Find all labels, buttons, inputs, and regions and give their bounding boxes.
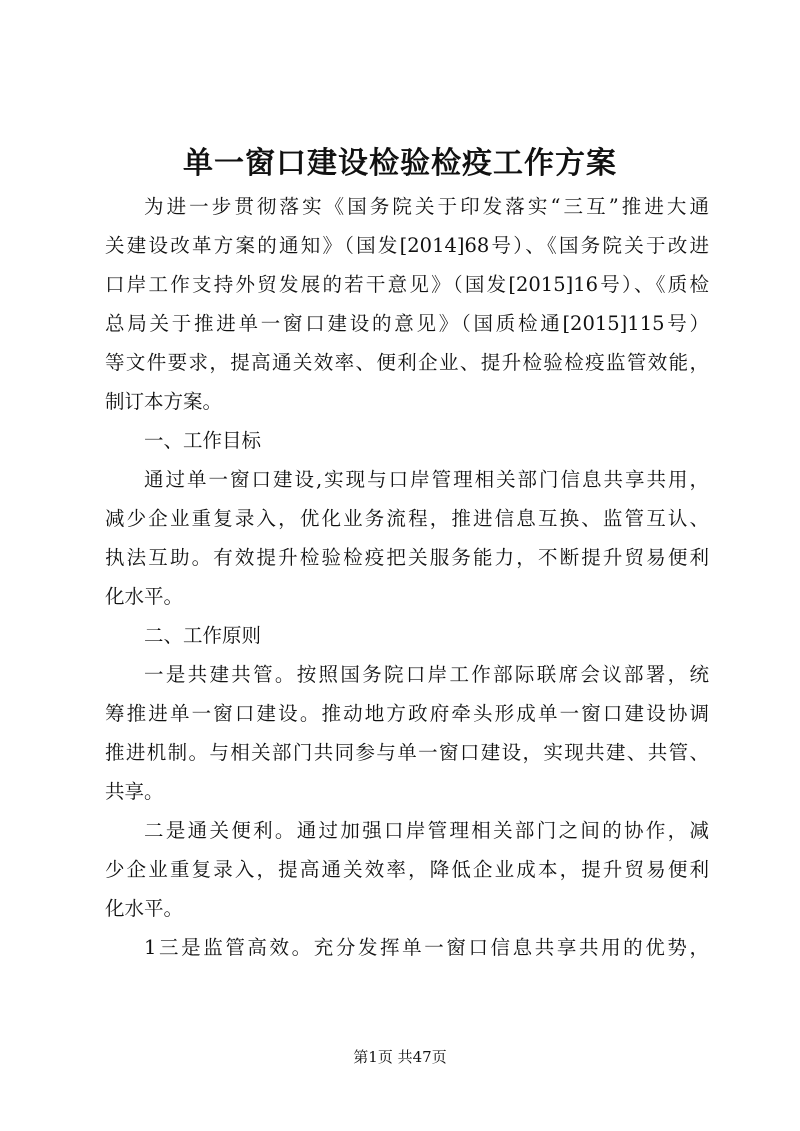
paragraph-line: 制订本方案。 [105,390,223,413]
paragraph-line: 为进一步贯彻落实《国务院关于印发落实“三互”推进大通 [144,195,709,218]
paragraph-line: 推进机制。与相关部门共同参与单一窗口建设，实现共建、共管、 [105,741,709,764]
paragraph-line: 筹推进单一窗口建设。推动地方政府牵头形成单一窗口建设协调 [105,702,709,725]
page-footer: 第1页 共47页 [353,1048,447,1066]
document-body [105,187,709,967]
paragraph-line: 关建设改革方案的通知》（国发[2014]68号）、《国务院关于改进 [105,234,709,257]
paragraph-line: 减少企业重复录入，优化业务流程，推进信息互换、监管互认、 [105,507,709,530]
paragraph-line: 化水平。 [105,585,184,608]
paragraph-line: 通过单一窗口建设,实现与口岸管理相关部门信息共享共用， [144,468,709,491]
paragraph-line: 化水平。 [105,897,184,920]
section-heading: 一、工作目标 [144,429,262,452]
paragraph-line: 少企业重复录入，提高通关效率，降低企业成本，提升贸易便利 [105,858,709,881]
paragraph-line: 执法互助。有效提升检验检疫把关服务能力，不断提升贸易便利 [105,546,709,569]
paragraph-line: 口岸工作支持外贸发展的若干意见》（国发[2015]16号）、《质检 [105,273,709,296]
paragraph-line: 1三是监管高效。充分发挥单一窗口信息共享共用的优势， [144,936,709,959]
paragraph-line: 等文件要求，提高通关效率、便利企业、提升检验检疫监管效能， [105,351,709,374]
paragraph-line: 一是共建共管。按照国务院口岸工作部际联席会议部署，统 [144,663,709,686]
document-title: 单一窗口建设检验检疫工作方案 [183,146,617,181]
section-heading: 二、工作原则 [144,624,262,647]
paragraph-line: 总局关于推进单一窗口建设的意见》（国质检通[2015]115号） [105,312,709,335]
paragraph-line: 共享。 [105,780,164,803]
paragraph-line: 二是通关便利。通过加强口岸管理相关部门之间的协作，减 [144,819,709,842]
